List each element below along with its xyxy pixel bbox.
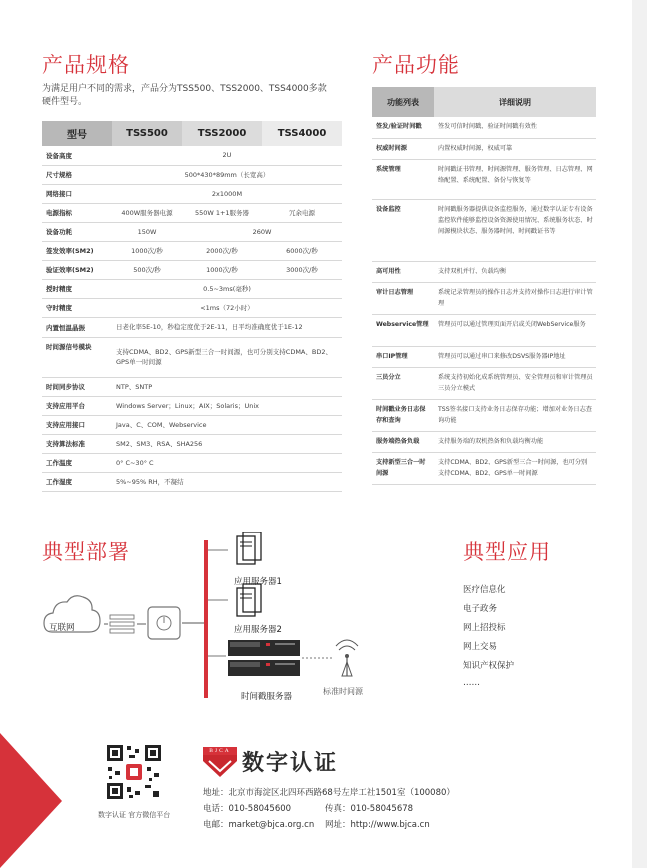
logo-text: 数字认证	[242, 751, 339, 776]
spec-label: 支持算法标准	[42, 434, 112, 453]
server-icon	[237, 532, 261, 564]
table-row	[372, 199, 596, 261]
list-item: ……	[463, 678, 480, 688]
table-row	[42, 337, 342, 377]
deployment-diagram	[40, 532, 380, 712]
func-title: 产品功能	[372, 53, 460, 77]
spec-value-tss2000-4000: 260W	[182, 222, 342, 241]
table-row	[42, 317, 342, 337]
func-label: 支持新型三合一时间源	[372, 452, 434, 484]
func-label: 审计日志管理	[372, 282, 434, 314]
spec-header-tss500: TSS500	[112, 121, 182, 146]
spec-label: 支持应用接口	[42, 415, 112, 434]
table-row	[42, 184, 342, 203]
spec-header-tss4000: TSS4000	[262, 121, 342, 146]
table-row	[372, 117, 596, 138]
spec-value-tss4000: 6000次/秒	[262, 241, 342, 260]
spec-value: SM2、SM3、RSA、SHA256	[112, 434, 342, 453]
table-row	[42, 298, 342, 317]
spec-value: <1ms（72小时）	[112, 298, 342, 317]
table-row	[42, 260, 342, 279]
spec-value-tss4000: 3000次/秒	[262, 260, 342, 279]
spec-label: 设备功耗	[42, 222, 112, 241]
switch-icon	[148, 607, 180, 639]
func-label: 高可用性	[372, 261, 434, 282]
func-header-detail: 详细说明	[434, 87, 596, 117]
server1-label: 应用服务器1	[234, 577, 282, 587]
spec-label: 验证效率(SM2)	[42, 260, 112, 279]
func-label: Webservice管理	[372, 314, 434, 346]
func-label: 三员分立	[372, 367, 434, 399]
app-title: 典型应用	[463, 540, 551, 564]
antenna-icon	[336, 640, 358, 676]
func-label: 系统管理	[372, 159, 434, 199]
spec-label: 工作温度	[42, 453, 112, 472]
func-label: 服务端热备负载	[372, 431, 434, 452]
spec-header-tss2000: TSS2000	[182, 121, 262, 146]
spec-label: 时间源信号模块	[42, 337, 112, 377]
table-row	[42, 146, 342, 165]
list-item: 医疗信息化	[463, 585, 506, 595]
footer-website[interactable]: 网址：http://www.bjca.cn	[325, 820, 430, 830]
qr-caption: 数字认证 官方微信平台	[98, 811, 171, 819]
spec-value: 0° C~30° C	[112, 453, 342, 472]
spec-label: 尺寸规格	[42, 165, 112, 184]
right-edge-bar	[632, 0, 647, 868]
spec-value: 500*430*89mm（长宽高）	[112, 165, 342, 184]
spec-value: Windows Server；Linux；AIX；Solaris；Unix	[112, 396, 342, 415]
footer-fax: 传真：010-58045678	[325, 804, 414, 814]
table-row	[372, 346, 596, 367]
spec-label: 守时精度	[42, 298, 112, 317]
spec-header-row	[42, 121, 342, 146]
corner-triangle	[0, 733, 100, 868]
table-row	[42, 241, 342, 260]
func-desc: 管理员可以通过管理页面开启或关闭WebService服务	[434, 314, 596, 346]
func-header-list: 功能列表	[372, 87, 434, 117]
firewall-icon	[110, 615, 134, 633]
internet-label: 互联网	[49, 623, 75, 633]
logo-badge-text: BJCA	[209, 748, 231, 754]
func-desc: 时间戳证书管理、时间源管理、服务管理、日志管理、网络配置、系统配置、备份与恢复等	[434, 159, 596, 199]
spec-intro: 为满足用户不同的需求，产品分为TSS500、TSS2000、TSS4000多款硬件型号。	[42, 84, 327, 107]
func-desc: 管理员可以通过串口来修改DSVS服务器IP地址	[434, 346, 596, 367]
spec-value-tss500: 1000次/秒	[112, 241, 182, 260]
footer-email[interactable]: 电邮：market@bjca.org.cn	[203, 820, 315, 830]
table-row	[42, 472, 342, 491]
table-row	[42, 203, 342, 222]
footer-phone: 电话：010-58045600	[203, 804, 292, 814]
spec-value: 5%~95% RH，不凝结	[112, 472, 342, 491]
spec-value: Java、C、COM、Webservice	[112, 415, 342, 434]
function-table	[372, 87, 596, 485]
spec-label: 设备高度	[42, 146, 112, 165]
spec-title: 产品规格	[42, 53, 130, 77]
table-row	[372, 138, 596, 159]
func-label: 权威时间源	[372, 138, 434, 159]
spec-value-tss4000: 冗余电源	[262, 203, 342, 222]
spec-label: 网络接口	[42, 184, 112, 203]
spec-value: 日老化率5E-10，秒稳定度优于2E-11，日平均准确度优于1E-12	[112, 317, 342, 337]
table-row	[372, 282, 596, 314]
func-desc: 系统记录管理员的操作日志并支持对操作日志进行审计管理	[434, 282, 596, 314]
func-desc: TSS签名接口支持业务日志保存功能；增加对业务日志查询功能	[434, 399, 596, 431]
table-row	[372, 314, 596, 346]
func-desc: 支持CDMA、BD2、GPS新型三合一时间源，也可分别支持CDMA、BD2、GPS单一时间源	[434, 452, 596, 484]
table-row	[42, 222, 342, 241]
func-desc: 支持双机并行、负载均衡	[434, 261, 596, 282]
spec-value-tss500: 400W服务器电源	[112, 203, 182, 222]
network-bus	[204, 540, 208, 698]
table-row	[372, 431, 596, 452]
table-row	[42, 453, 342, 472]
spec-value: 支持CDMA、BD2、GPS新型三合一时间源，也可分别支持CDMA、BD2、GPS单一时间源	[112, 337, 342, 377]
func-desc: 签发可信时间戳、验证时间戳有效性	[434, 117, 596, 138]
spec-value-tss500: 500次/秒	[112, 260, 182, 279]
spec-value-tss2000: 2000次/秒	[182, 241, 262, 260]
table-row	[42, 434, 342, 453]
func-label: 串口IP管理	[372, 346, 434, 367]
list-item: 网上招投标	[463, 623, 506, 633]
func-desc: 支持服务端的双机热备和负载均衡功能	[434, 431, 596, 452]
spec-value-tss500: 150W	[112, 222, 182, 241]
tss-label: 时间戳服务器	[241, 692, 293, 702]
spec-label: 支持应用平台	[42, 396, 112, 415]
list-item: 知识产权保护	[463, 661, 515, 671]
spec-label: 签发效率(SM2)	[42, 241, 112, 260]
spec-value-tss2000: 550W 1+1服务器	[182, 203, 262, 222]
deploy-title: 典型部署	[42, 540, 130, 564]
spec-value: 2U	[112, 146, 342, 165]
func-label: 时间戳业务日志保存和查询	[372, 399, 434, 431]
spec-value: 2x1000M	[112, 184, 342, 203]
spec-label: 工作湿度	[42, 472, 112, 491]
spec-label: 内置恒温晶振	[42, 317, 112, 337]
time-source-label: 标准时间源	[323, 687, 363, 696]
func-desc: 时间戳服务器提供设备监控服务，通过数字认证专有设备监控软件能够监控设备资源使用情况、系统服务状态、时间源模块状态、服务器时间、时间戳证书等	[434, 199, 596, 261]
spec-table	[42, 121, 342, 492]
func-label: 设备监控	[372, 199, 434, 261]
spec-label: 电源指标	[42, 203, 112, 222]
func-label: 签发/验证时间戳	[372, 117, 434, 138]
spec-value-tss2000: 1000次/秒	[182, 260, 262, 279]
footer-address: 地址：北京市海淀区北四环西路68号左岸工社1501室（100080）	[203, 788, 455, 798]
table-row	[42, 396, 342, 415]
func-desc: 内置权威时间源，权威可靠	[434, 138, 596, 159]
table-row	[42, 279, 342, 298]
func-header-row	[372, 87, 596, 117]
table-row	[42, 415, 342, 434]
spec-header-model: 型号	[42, 121, 112, 146]
table-row	[42, 165, 342, 184]
server2-label: 应用服务器2	[234, 625, 282, 635]
spec-value: 0.5~3ms(毫秒)	[112, 279, 342, 298]
list-item: 电子政务	[463, 604, 498, 614]
table-row	[372, 261, 596, 282]
spec-label: 授时精度	[42, 279, 112, 298]
table-row	[372, 159, 596, 199]
table-row	[372, 452, 596, 484]
spec-label: 时间同步协议	[42, 377, 112, 396]
spec-value: NTP、SNTP	[112, 377, 342, 396]
server-icon	[237, 584, 261, 616]
table-row	[372, 399, 596, 431]
qr-code-image	[105, 743, 163, 801]
table-row	[42, 377, 342, 396]
table-row	[372, 367, 596, 399]
func-desc: 系统支持初始化成系统管理员、安全管理员和审计管理员三员分立模式	[434, 367, 596, 399]
rack-server-icon	[228, 640, 300, 676]
list-item: 网上交易	[463, 642, 498, 652]
